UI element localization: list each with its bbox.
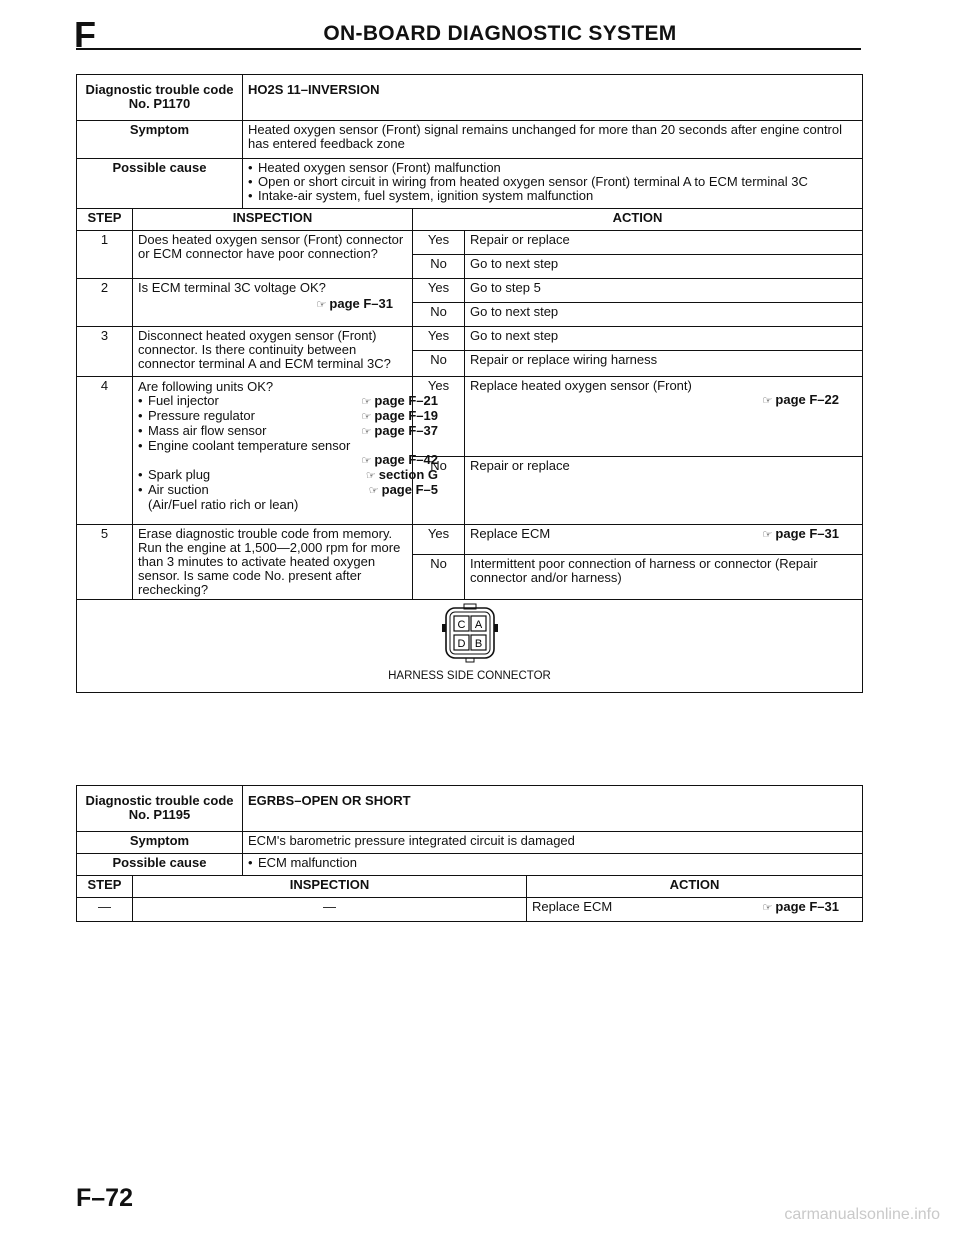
step-number: 1 — [77, 231, 133, 279]
cause-list — [243, 854, 863, 876]
col-step: STEP — [77, 209, 133, 231]
col-inspection: INSPECTION — [133, 876, 527, 898]
no-label: No — [413, 457, 465, 525]
dtc-table-p1195 — [76, 785, 863, 922]
no-label: No — [413, 303, 465, 327]
no-label: No — [413, 255, 465, 279]
connector-caption: HARNESS SIDE CONNECTOR — [388, 670, 551, 682]
unit-item: • Mass air flow sensor ☞ page F–37 — [138, 424, 438, 439]
symptom-text: ECM's barometric pressure integrated circuit is damaged — [243, 832, 863, 854]
col-action: ACTION — [413, 209, 863, 231]
symptom-label: Symptom — [77, 121, 243, 159]
cause-list — [243, 159, 863, 209]
step-number: — — [77, 898, 133, 922]
pointing-hand-icon: ☞ — [762, 395, 773, 407]
yes-action: Replace ECM ☞ page F–31 — [465, 525, 863, 555]
symptom-label: Symptom — [77, 832, 243, 854]
dtc-table-p1170 — [76, 74, 863, 693]
col-inspection: INSPECTION — [133, 209, 413, 231]
symptom-text: Heated oxygen sensor (Front) signal remains unchanged for more than 20 seconds after engine control has entered feedback zone — [243, 121, 863, 159]
pointing-hand-icon: ☞ — [316, 299, 327, 311]
step-inspection-text: Are following units OK? — [138, 379, 274, 394]
cause-item: • Open or short circuit in wiring from heated oxygen sensor (Front) terminal A to ECM terminal 3C — [248, 175, 857, 189]
yes-label: Yes — [413, 279, 465, 303]
no-label: No — [413, 555, 465, 600]
yes-label: Yes — [413, 377, 465, 457]
no-action: Intermittent poor connection of harness or connector (Repair connector and/or harness) — [465, 555, 863, 600]
terminal-label: C — [457, 619, 465, 631]
yes-label: Yes — [413, 327, 465, 351]
harness-connector-drawing — [430, 602, 510, 666]
step-inspection: Erase diagnostic trouble code from memory. Run the engine at 1,500—2,000 rpm for more than 3 minutes to activate heated oxygen sensor. Is same code No. present after rechecking? — [133, 525, 413, 600]
dtc-label: Diagnostic trouble code No. P1170 — [77, 75, 243, 121]
pointing-hand-icon: ☞ — [361, 411, 372, 423]
step-number: 2 — [77, 279, 133, 327]
step-inspection: Does heated oxygen sensor (Front) connector or ECM connector have poor connection? — [133, 231, 413, 279]
unit-item: • Air suction ☞ page F–5 — [138, 483, 438, 498]
header-divider — [76, 48, 861, 50]
step-number: 3 — [77, 327, 133, 377]
no-label: No — [413, 351, 465, 377]
step-inspection — [133, 377, 438, 525]
no-action: Repair or replace wiring harness — [465, 351, 863, 377]
terminal-label: D — [457, 638, 465, 650]
pointing-hand-icon: ☞ — [365, 470, 376, 482]
cause-label: Possible cause — [77, 854, 243, 876]
cause-item: • Intake-air system, fuel system, ignition system malfunction — [248, 189, 857, 203]
pointing-hand-icon: ☞ — [361, 455, 372, 467]
section-letter: F — [74, 14, 96, 55]
dtc-name: HO2S 11–INVERSION — [243, 75, 863, 121]
yes-action: Replace heated oxygen sensor (Front) ☞ page F–22 — [465, 377, 863, 457]
cause-label: Possible cause — [77, 159, 243, 209]
step-inspection-text: Is ECM terminal 3C voltage OK? — [138, 280, 326, 295]
unit-item: • Engine coolant temperature sensor ☞ page F–42 — [138, 439, 438, 468]
step-number: 4 — [77, 377, 133, 525]
unit-item: • Spark plug ☞ section G — [138, 468, 438, 483]
pointing-hand-icon: ☞ — [762, 529, 773, 541]
pointing-hand-icon: ☞ — [762, 902, 773, 914]
step-inspection: — — [133, 898, 527, 922]
cause-item: • Heated oxygen sensor (Front) malfunction — [248, 161, 857, 175]
pointing-hand-icon: ☞ — [368, 485, 379, 497]
yes-label: Yes — [413, 231, 465, 255]
step-number: 5 — [77, 525, 133, 600]
col-action: ACTION — [527, 876, 863, 898]
col-step: STEP — [77, 876, 133, 898]
watermark: carmanualsonline.info — [784, 1206, 940, 1223]
yes-action: Go to next step — [465, 327, 863, 351]
pointing-hand-icon: ☞ — [361, 396, 372, 408]
step-action: Replace ECM ☞ page F–31 — [527, 898, 863, 922]
dtc-label: Diagnostic trouble code No. P1195 — [77, 786, 243, 832]
no-action: Repair or replace — [465, 457, 863, 525]
connector-diagram — [77, 600, 863, 693]
pointing-hand-icon: ☞ — [361, 426, 372, 438]
yes-action: Go to step 5 — [465, 279, 863, 303]
cause-item: • ECM malfunction — [248, 856, 857, 870]
terminal-label: A — [474, 619, 482, 631]
page-number: F–72 — [76, 1184, 133, 1212]
dtc-name: EGRBS–OPEN OR SHORT — [243, 786, 863, 832]
page-title: ON-BOARD DIAGNOSTIC SYSTEM — [323, 22, 677, 45]
yes-label: Yes — [413, 525, 465, 555]
unit-item: • Fuel injector ☞ page F–21 — [138, 394, 438, 409]
unit-note: (Air/Fuel ratio rich or lean) — [148, 497, 299, 512]
page-reference: ☞ page F–31 — [316, 296, 393, 311]
no-action: Go to next step — [465, 303, 863, 327]
no-action: Go to next step — [465, 255, 863, 279]
unit-item: • Pressure regulator ☞ page F–19 — [138, 409, 438, 424]
step-inspection — [133, 279, 413, 327]
yes-action: Repair or replace — [465, 231, 863, 255]
step-inspection: Disconnect heated oxygen sensor (Front) connector. Is there continuity between connector terminal A and ECM terminal 3C? — [133, 327, 413, 377]
terminal-label: B — [474, 638, 482, 650]
